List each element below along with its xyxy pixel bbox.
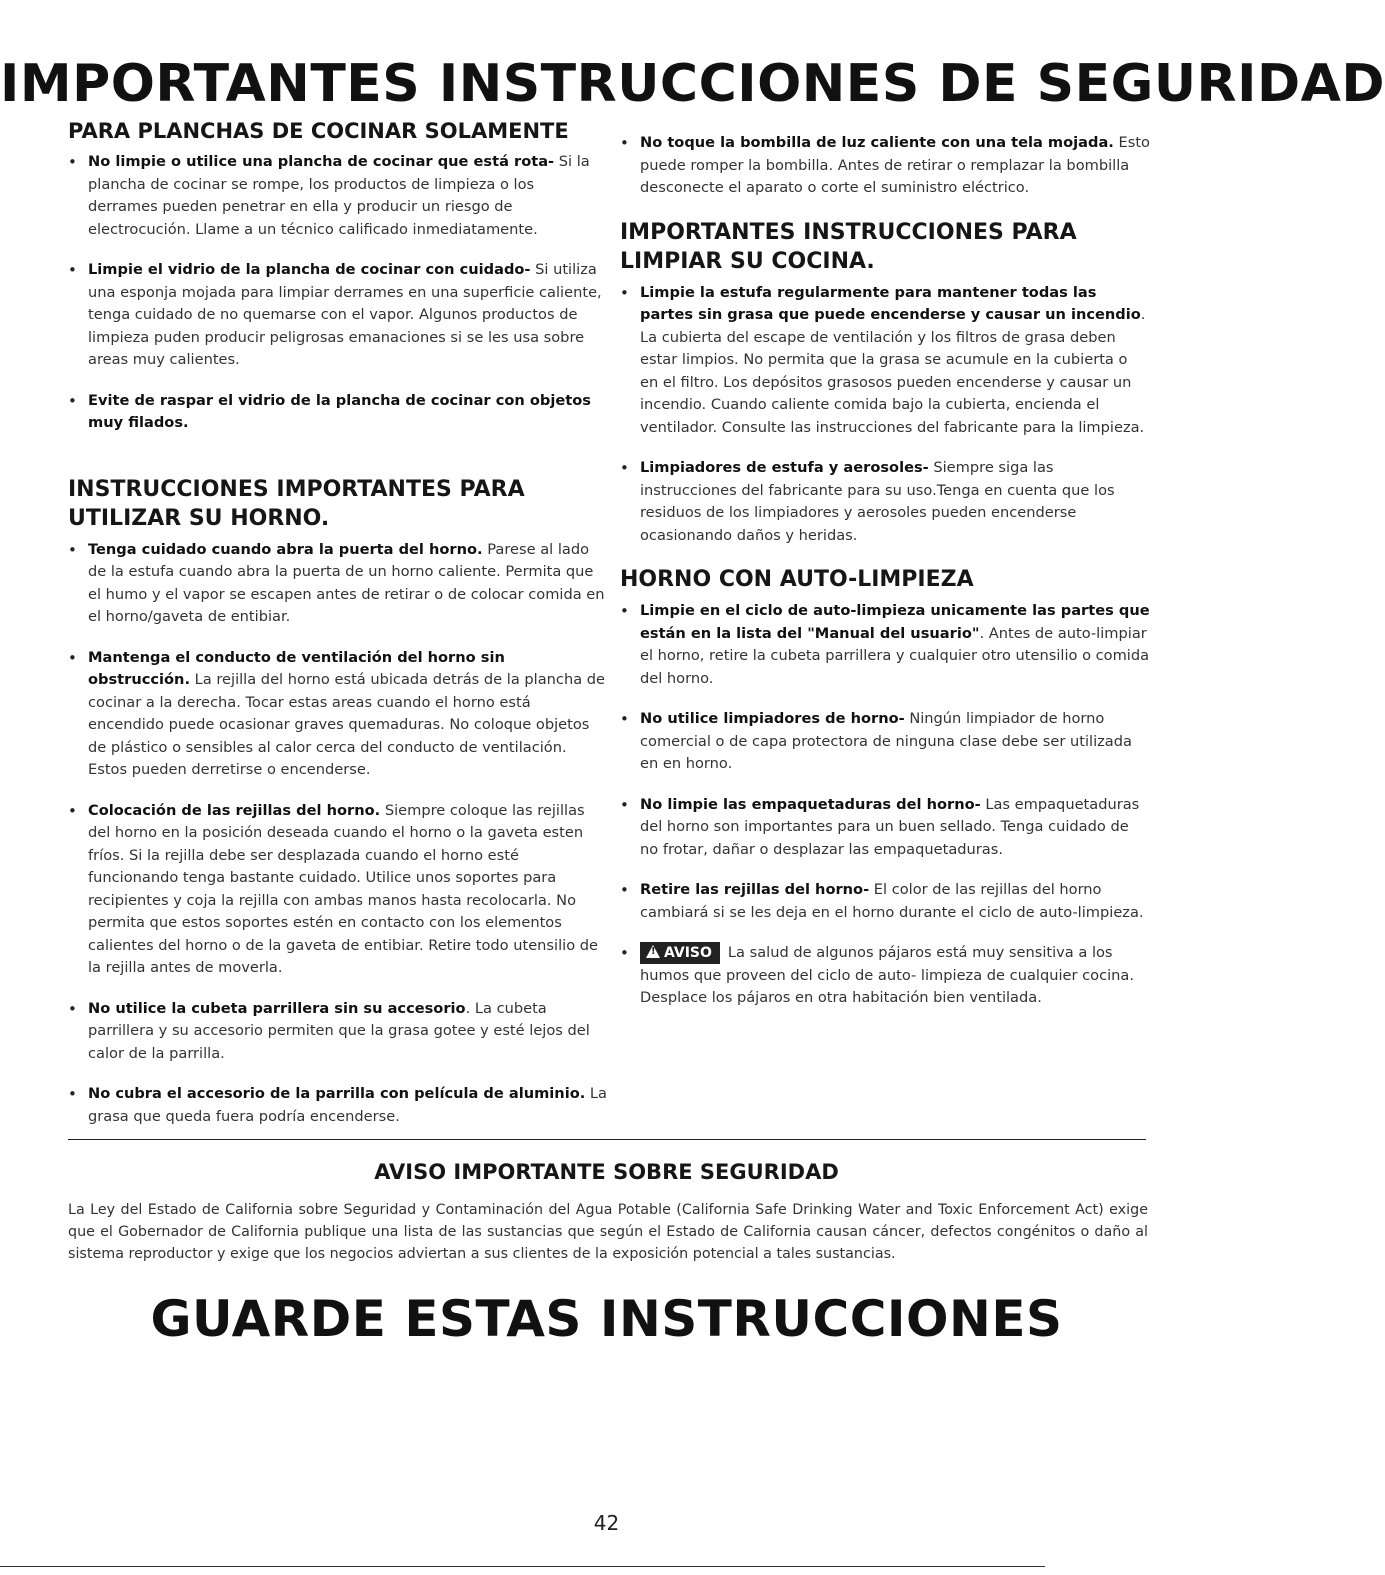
list-item: • Limpie el vidrio de la plancha de cocinar con cuidado- Si utiliza una esponja mojada para limpiar derrames en una superficie caliente, tenga cuidado de no quemarse con el vapor. Algunos productos de limpieza puden producir peligrosas emanaciones si se les usa sobre areas muy calientes. [68, 261, 602, 368]
aviso-item: • ! AVISO La salud de algunos pájaros está muy sensitiva a los humos que proveen del ciclo de auto- limpieza de cualquier cocina. Desplace los pájaros en otra habitación bien ventilada. [620, 942, 1150, 1010]
warning-triangle-icon [646, 945, 660, 958]
bullet-icon: • [68, 540, 77, 559]
list-item: • No toque la bombilla de luz caliente con una tela mojada. Esto puede romper la bombilla. Antes de retirar o remplazar la bombilla desconecte el aparato o corte el suministro eléctrico. [620, 134, 1150, 196]
list-item: • Colocación de las rejillas del horno. Siempre coloque las rejillas del horno en la posición deseada cuando el horno o la gaveta esten fríos. Si la rejilla debe ser desplazada cuando el horno esté funcionando tenga bastante cuidado. Utilice unos soportes para recipientes y coja la rejilla con ambas manos hasta recolocarla. No permita que estos soportes estén en contacto con los elementos calientes del horno o de la gaveta de entibiar. Retire todo utensilio de la rejilla antes de moverla. [68, 801, 599, 976]
section-divider [68, 1139, 1146, 1140]
list-item: • Tenga cuidado cuando abra la puerta del horno. Parese al lado de la estufa cuando abra la puerta de un horno caliente. Permita que el humo y el vapor se escapen antes de retirar o de colocar comida en el horno/gaveta de entibiar. [68, 540, 605, 625]
bullet-icon: • [68, 801, 77, 820]
bullet-icon: • [68, 153, 77, 171]
bottom-rule [0, 1566, 1045, 1567]
bullet-icon: • [620, 710, 629, 728]
bullet-icon: • [620, 459, 629, 477]
bullet-icon: • [620, 602, 629, 620]
section-heading-limpiar: IMPORTANTES INSTRUCCIONES PARA LIMPIAR SU COCINA. [620, 219, 1077, 274]
list-item: • Limpiadores de estufa y aerosoles- Siempre siga las instrucciones del fabricante para su uso.Tenga en cuenta que los residuos de los limpiadores y aerosoles pueden encenderse ocasionando daños y heridas. [620, 459, 1115, 544]
notice-text: La Ley del Estado de California sobre Seguridad y Contaminación del Agua Potable (California Safe Drinking Water and Toxic Enforcement Act) exige que el Gobernador de California publique una lista de las sustancias que según el Estado de California causan cáncer, defectos congénitos o daño al sistema reproductor y exige que los negocios adviertan a sus clientes de la exposición potencial a tales sustancias. [68, 1202, 1148, 1262]
section-heading-horno: INSTRUCCIONES IMPORTANTES PARA UTILIZAR SU HORNO. [68, 476, 525, 531]
bullet-icon: • [68, 648, 77, 667]
page-title: IMPORTANTES INSTRUCCIONES DE SEGURIDAD [0, 54, 1385, 114]
bullet-icon: • [620, 283, 629, 302]
list-item: • No utilice limpiadores de horno- Ningún limpiador de horno comercial o de capa protectora de ninguna clase debe ser utilizada en en horno. [620, 710, 1132, 772]
bullet-icon: • [68, 1085, 77, 1103]
list-item: • No cubra el accesorio de la parrilla con película de aluminio. La grasa que queda fuera podría encenderse. [68, 1085, 607, 1125]
bullet-icon: • [620, 134, 629, 152]
list-item: • Evite de raspar el vidrio de la plancha de cocinar con objetos muy filados. [68, 391, 591, 431]
left-column [68, 118, 608, 1146]
bullet-icon: • [68, 391, 77, 410]
bullet-icon: • [620, 795, 629, 814]
bullet-icon: • [68, 261, 77, 279]
page-number: 42 [593, 1511, 620, 1535]
bullet-icon: • [620, 944, 629, 962]
right-column [620, 118, 1150, 1028]
notice-title: AVISO IMPORTANTE SOBRE SEGURIDAD [374, 1160, 839, 1184]
list-item: • Retire las rejillas del horno- El color de las rejillas del horno cambiará si se les deja en el horno durante el ciclo de auto-limpieza. [620, 881, 1144, 921]
bullet-icon: • [620, 881, 629, 899]
footer-title: GUARDE ESTAS INSTRUCCIONES [150, 1290, 1063, 1348]
list-item: • Limpie la estufa regularmente para mantener todas las partes sin grasa que puede encenderse y causar un incendio. La cubierta del escape de ventilación y los filtros de grasa deben estar limpios. No permita que la grasa se acumule en la cubierta o en el filtro. Los depósitos grasosos pueden encenderse y causar un incendio. Cuando caliente comida bajo la cubierta, encienda el ventilador. Consulte las instrucciones del fabricante para la limpieza. [620, 283, 1146, 436]
list-item: • No limpie o utilice una plancha de cocinar que está rota- Si la plancha de cocinar se rompe, los productos de limpieza o los derrames pueden penetrar en ella y producir un riesgo de electrocución. Llame a un técnico calificado inmediatamente. [68, 153, 590, 238]
list-item: • No limpie las empaquetaduras del horno- Las empaquetaduras del horno son importantes para un buen sellado. Tenga cuidado de no frotar, dañar o desplazar las empaquetaduras. [620, 795, 1140, 858]
warning-badge: ! AVISO [640, 942, 720, 964]
section-heading-autolimpieza: HORNO CON AUTO-LIMPIEZA [620, 567, 974, 592]
list-item: • Limpie en el ciclo de auto-limpieza unicamente las partes que están en la lista del "Manual del usuario". Antes de auto-limpiar el horno, retire la cubeta parrillera y cualquier otro utensilio o comida del horno. [620, 602, 1150, 687]
list-item: • Mantenga el conducto de ventilación del horno sin obstrucción. La rejilla del horno está ubicada detrás de la plancha de cocinar a la derecha. Tocar estas areas cuando el horno está encendido puede ocasionar graves quemaduras. No coloque objetos de plástico o sensibles al calor cerca del conducto de ventilación. Estos pueden derretirse o encenderse. [68, 648, 606, 778]
bullet-icon: • [68, 999, 77, 1018]
section-heading-planchas: PARA PLANCHAS DE COCINAR SOLAMENTE [68, 119, 569, 143]
list-item: • No utilice la cubeta parrillera sin su accesorio. La cubeta parrillera y su accesorio permiten que la grasa gotee y esté lejos del calor de la parrilla. [68, 999, 590, 1062]
